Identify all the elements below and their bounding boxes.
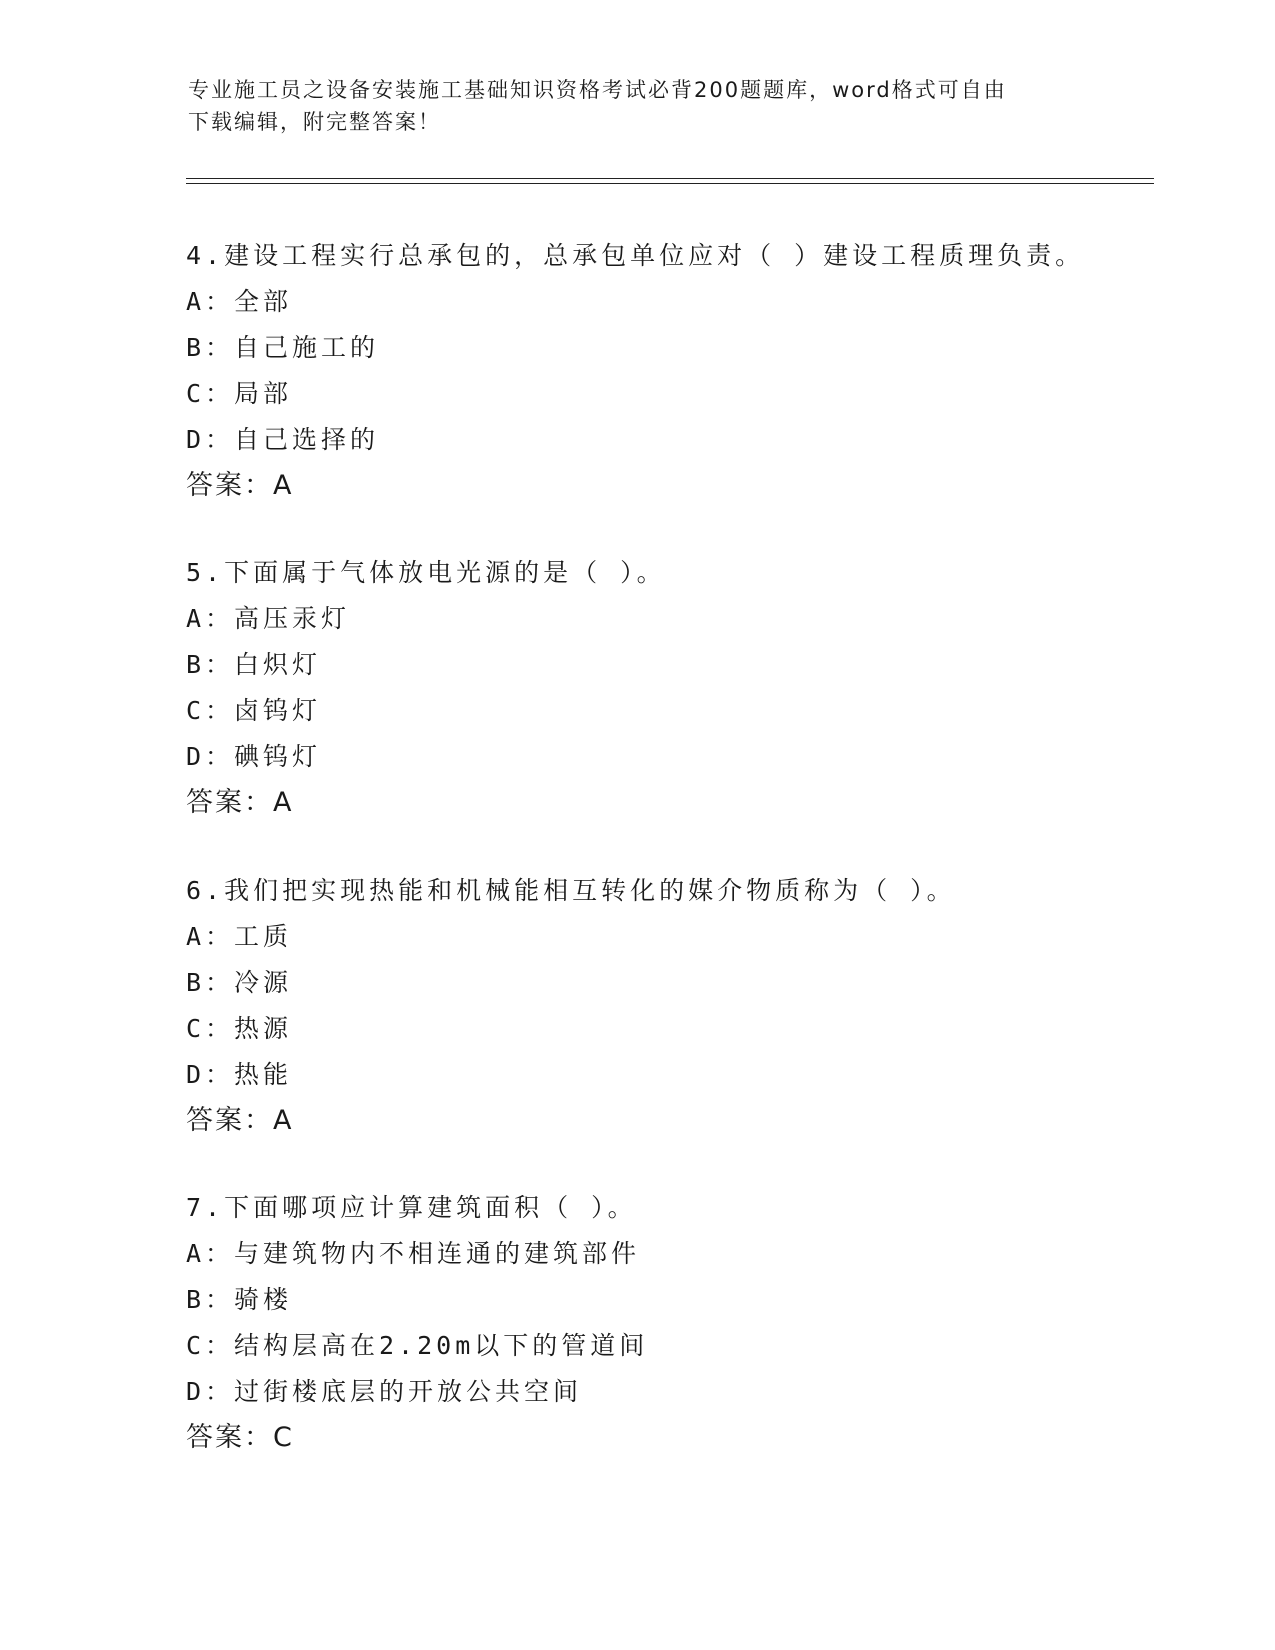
option-text: 过街楼底层的开放公共空间 [234,1377,583,1406]
option-text: 骑楼 [234,1285,293,1314]
option-text: 白炽灯 [234,650,322,679]
option-text: 碘钨灯 [234,742,322,771]
option-text: 自己选择的 [234,425,380,454]
option-text: 高压汞灯 [234,604,351,633]
option-text: 热能 [234,1060,293,1089]
option-a [186,279,1186,325]
option-c [186,1323,1186,1369]
question-stem: 5.下面属于气体放电光源的是（ ）。 [186,558,666,587]
answer: 答案：A [186,1105,294,1136]
option-text: 结构层高在2.20m以下的管道间 [234,1331,649,1360]
option-key: B： [186,333,235,362]
option-key: C： [186,1014,235,1043]
option-d [186,1052,1186,1098]
title-line-1: 专业施工员之设备安装施工基础知识资格考试必背200题题库，word格式可自由 [188,78,1007,102]
question-6 [186,868,1186,1144]
option-text: 冷源 [234,968,293,997]
option-text: 自己施工的 [234,333,380,362]
option-key: D： [186,1377,235,1406]
option-key: A： [186,1239,235,1268]
answer: 答案：A [186,470,294,501]
option-key: B： [186,968,235,997]
question-7 [186,1185,1186,1461]
question-stem: 4.建设工程实行总承包的，总承包单位应对（ ）建设工程质理负责。 [186,241,1085,270]
option-d [186,417,1186,463]
question-stem: 6.我们把实现热能和机械能相互转化的媒介物质称为（ ）。 [186,876,956,905]
question-stem: 7.下面哪项应计算建筑面积（ ）。 [186,1193,637,1222]
option-key: C： [186,1331,235,1360]
option-c [186,688,1186,734]
option-text: 全部 [234,287,293,316]
option-key: A： [186,287,235,316]
option-text: 热源 [234,1014,293,1043]
option-text: 工质 [234,922,293,951]
option-text: 与建筑物内不相连通的建筑部件 [234,1239,641,1268]
option-b [186,642,1186,688]
option-text: 局部 [234,379,293,408]
option-c [186,371,1186,417]
option-d [186,734,1186,780]
question-5 [186,550,1186,826]
header-divider-top [186,178,1154,179]
option-b [186,960,1186,1006]
option-key: C： [186,696,235,725]
option-key: A： [186,922,235,951]
option-c [186,1006,1186,1052]
option-b [186,1277,1186,1323]
option-key: B： [186,1285,235,1314]
option-key: D： [186,1060,235,1089]
document-title [188,74,1068,138]
option-d [186,1369,1186,1415]
option-key: A： [186,604,235,633]
header-divider-bottom [186,183,1154,184]
option-key: D： [186,742,235,771]
option-a [186,914,1186,960]
option-key: D： [186,425,235,454]
title-line-2: 下载编辑，附完整答案！ [188,110,441,134]
question-4 [186,233,1186,509]
option-text: 卤钨灯 [234,696,322,725]
answer: 答案：C [186,1422,294,1453]
option-a [186,596,1186,642]
option-key: C： [186,379,235,408]
option-b [186,325,1186,371]
option-a [186,1231,1186,1277]
option-key: B： [186,650,235,679]
answer: 答案：A [186,787,294,818]
